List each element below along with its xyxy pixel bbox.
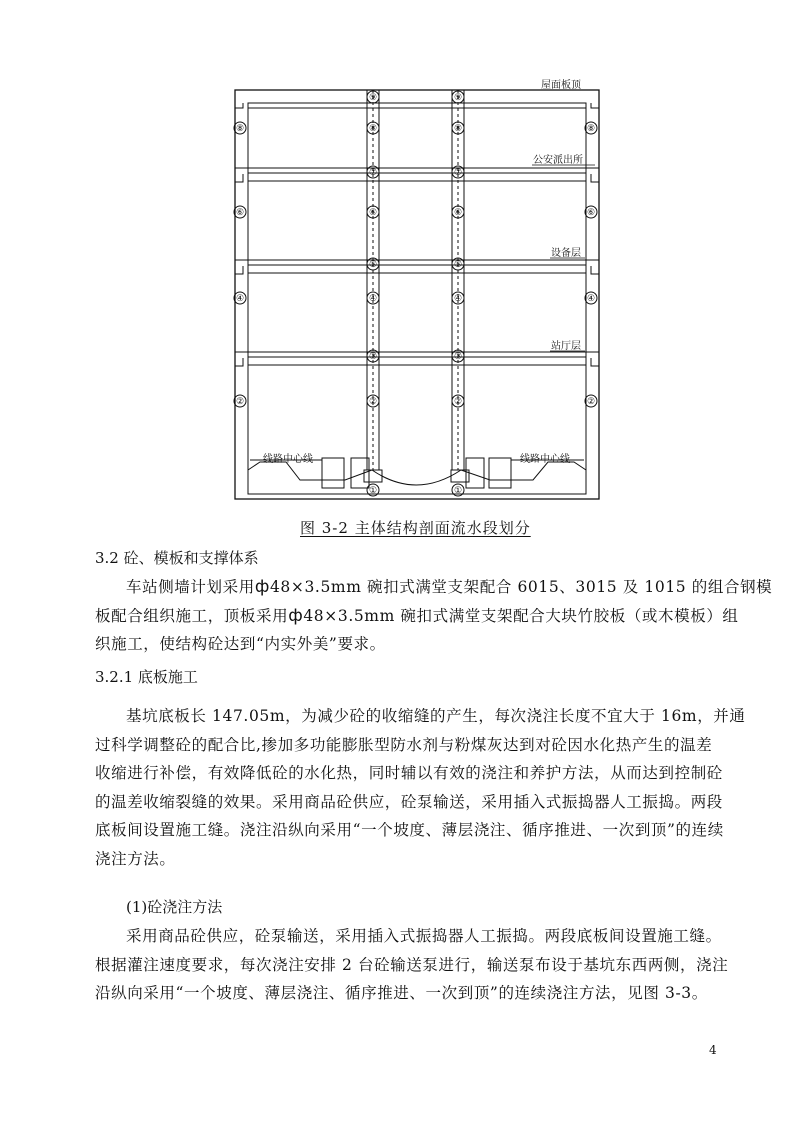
svg-text:②: ② — [453, 397, 463, 407]
section-3-2-1-paragraph — [95, 702, 746, 873]
label-roof: 屋面板顶 — [541, 80, 581, 91]
text-line: 过科学调整砼的配合比,掺加多功能膨胀型防水剂与粉煤灰达到对砼因水化热产生的温差 — [95, 735, 713, 754]
text-line: 基坑底板长 147.05m，为减少砼的收缩缝的产生，每次浇注长度不宜大于 16m，并通 — [126, 707, 746, 725]
svg-text:⑤: ⑤ — [368, 260, 378, 270]
text-line: 根据灌注速度要求，每次浇注安排 2 台砼输送泵进行，输送泵布设于基坑东西两侧，浇注 — [95, 955, 729, 974]
svg-text:⑥: ⑥ — [586, 208, 596, 218]
svg-text:⑦: ⑦ — [368, 168, 378, 178]
label-equipment: 设备层 — [551, 248, 581, 259]
svg-text:⑥: ⑥ — [235, 208, 245, 218]
svg-text:⑧: ⑧ — [586, 124, 596, 134]
section-3-2-heading: 3.2 砼、模板和支撑体系 — [95, 549, 259, 567]
cross-section-figure — [0, 0, 793, 540]
label-concourse: 站厅层 — [551, 341, 581, 352]
svg-text:⑧: ⑧ — [368, 124, 378, 134]
subsection-1-heading: (1)砼浇注方法 — [126, 898, 223, 916]
svg-text:⑥: ⑥ — [453, 208, 463, 218]
subsection-1-paragraph — [95, 922, 729, 1008]
text-line: 织施工，使结构砼达到“内实外美”要求。 — [95, 635, 386, 653]
svg-text:④: ④ — [453, 294, 463, 304]
svg-text:⑨: ⑨ — [453, 93, 463, 103]
text-line: 沿纵向采用“一个坡度、薄层浇注、循序推进、一次到顶”的连续浇注方法，见图 3-3。 — [95, 984, 708, 1002]
label-centerline-left: 线路中心线 — [263, 454, 313, 465]
text-line: 车站侧墙计划采用ф48×3.5mm 碗扣式满堂支架配合 6015、3015 及 1015 的组合钢模 — [126, 577, 773, 597]
svg-text:③: ③ — [368, 352, 378, 362]
svg-text:②: ② — [586, 397, 596, 407]
svg-text:⑧: ⑧ — [453, 124, 463, 134]
svg-text:④: ④ — [368, 294, 378, 304]
text-line: 底板间设置施工缝。浇注沿纵向采用“一个坡度、薄层浇注、循序推进、一次到顶”的连续 — [95, 821, 724, 839]
columns — [367, 90, 464, 470]
svg-text:⑧: ⑧ — [235, 124, 245, 134]
svg-text:④: ④ — [235, 294, 245, 304]
section-3-2-paragraph — [95, 573, 773, 659]
wall-notches — [235, 90, 599, 366]
text-line: 采用商品砼供应，砼泵输送，采用插入式振捣器人工振捣。两段底板间设置施工缝。 — [126, 927, 722, 945]
svg-text:⑦: ⑦ — [453, 168, 463, 178]
svg-text:③: ③ — [453, 352, 463, 362]
svg-text:⑤: ⑤ — [453, 260, 463, 270]
outer-frame — [235, 90, 599, 499]
text-line: 收缩进行补偿，有效降低砼的水化热，同时辅以有效的浇注和养护方法，从而达到控制砼 — [95, 764, 723, 782]
svg-text:⑨: ⑨ — [368, 93, 378, 103]
text-line: 的温差收缩裂缝的效果。采用商品砼供应，砼泵输送，采用插入式振捣器人工振捣。两段 — [95, 792, 723, 811]
marker-circles — [234, 91, 597, 496]
svg-text:⑥: ⑥ — [368, 208, 378, 218]
page-number: 4 — [709, 1043, 717, 1057]
slabs — [235, 103, 599, 365]
marker-numbers — [236, 93, 595, 496]
svg-text:②: ② — [368, 397, 378, 407]
svg-text:①: ① — [453, 486, 463, 496]
svg-text:①: ① — [368, 486, 378, 496]
svg-text:②: ② — [235, 397, 245, 407]
text-line: 浇注方法。 — [95, 849, 176, 868]
figure-caption: 图 3-2 主体结构剖面流水段划分 — [300, 519, 531, 537]
label-centerline-right: 线路中心线 — [520, 454, 570, 465]
section-3-2-1-heading: 3.2.1 底板施工 — [95, 668, 198, 686]
floor-labels — [263, 78, 583, 465]
label-police: 公安派出所 — [533, 155, 583, 166]
text-line: 板配合组织施工，顶板采用ф48×3.5mm 碗扣式满堂支架配合大块竹胶板（或木模板）组 — [95, 605, 739, 626]
svg-text:④: ④ — [586, 294, 596, 304]
